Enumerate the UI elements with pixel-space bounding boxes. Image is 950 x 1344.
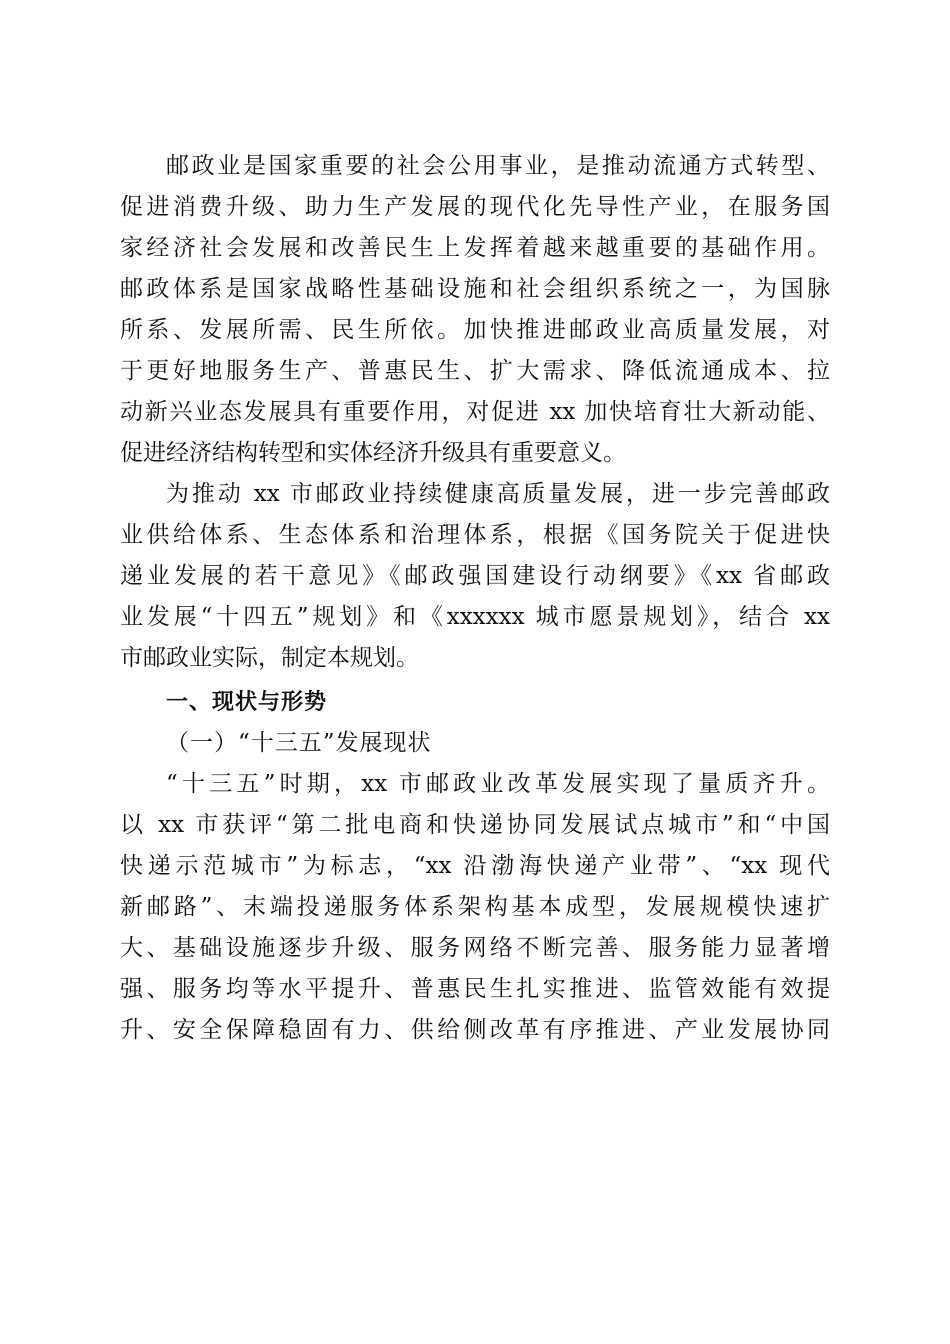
document-body [120,146,830,1051]
paragraph-line: 促进经济结构转型和实体经济升级具有重要意义。 [120,440,626,466]
paragraph-line: 邮政体系是国家战略性基础设施和社会组织系统之一，为国脉 [120,276,830,302]
paragraph-line: 市邮政业实际，制定本规划。 [120,645,419,671]
paragraph-line: 为推动 xx 市邮政业持续健康高质量发展，进一步完善邮政 [166,481,830,507]
paragraph-line: 递业发展的若干意见》《邮政强国建设行动纲要》《xx 省邮政 [120,563,830,589]
section-heading: 一、现状与形势 [166,690,328,715]
paragraph-line: 以 xx 市获评“第二批电商和快递协同发展试点城市”和“中国 [120,812,830,838]
paragraph-line: 业供给体系、生态体系和治理体系，根据《国务院关于促进快 [120,522,830,548]
paragraph-line: 大、基础设施逐步升级、服务网络不断完善、服务能力显著增 [120,935,830,961]
paragraph-line: 家经济社会发展和改善民生上发挥着越来越重要的基础作用。 [120,235,830,261]
paragraph-line: 强、服务均等水平提升、普惠民生扎实推进、监管效能有效提 [120,976,830,1002]
paragraph-line: 促进消费升级、助力生产发展的现代化先导性产业，在服务国 [120,194,830,220]
intro-paragraph-2 [120,474,830,679]
paragraph-line: 于更好地服务生产、普惠民生、扩大需求、降低流通成本、拉 [120,358,830,384]
intro-paragraph-1 [120,146,830,474]
paragraph-line: 动新兴业态发展具有重要作用，对促进 xx 加快培育壮大新动能、 [120,399,830,425]
paragraph-line: “十三五”时期，xx 市邮政业改革发展实现了量质齐升。 [166,771,830,797]
paragraph-line: 业发展“十四五”规划》和《xxxxxx 城市愿景规划》，结合 xx [120,604,830,630]
subsection-paragraph-1 [120,764,830,1051]
subsection-heading: （一）“十三五”发展现状 [166,730,432,756]
paragraph-line: 快递示范城市”为标志，“xx 沿渤海快递产业带”、“xx 现代 [120,853,830,879]
paragraph-line: 新邮路”、末端投递服务体系架构基本成型，发展规模快速扩 [120,894,830,920]
paragraph-line: 所系、发展所需、民生所依。加快推进邮政业高质量发展，对 [120,317,830,343]
paragraph-line: 邮政业是国家重要的社会公用事业，是推动流通方式转型、 [166,153,830,179]
paragraph-line: 升、安全保障稳固有力、供给侧改革有序推进、产业发展协同 [120,1017,830,1043]
